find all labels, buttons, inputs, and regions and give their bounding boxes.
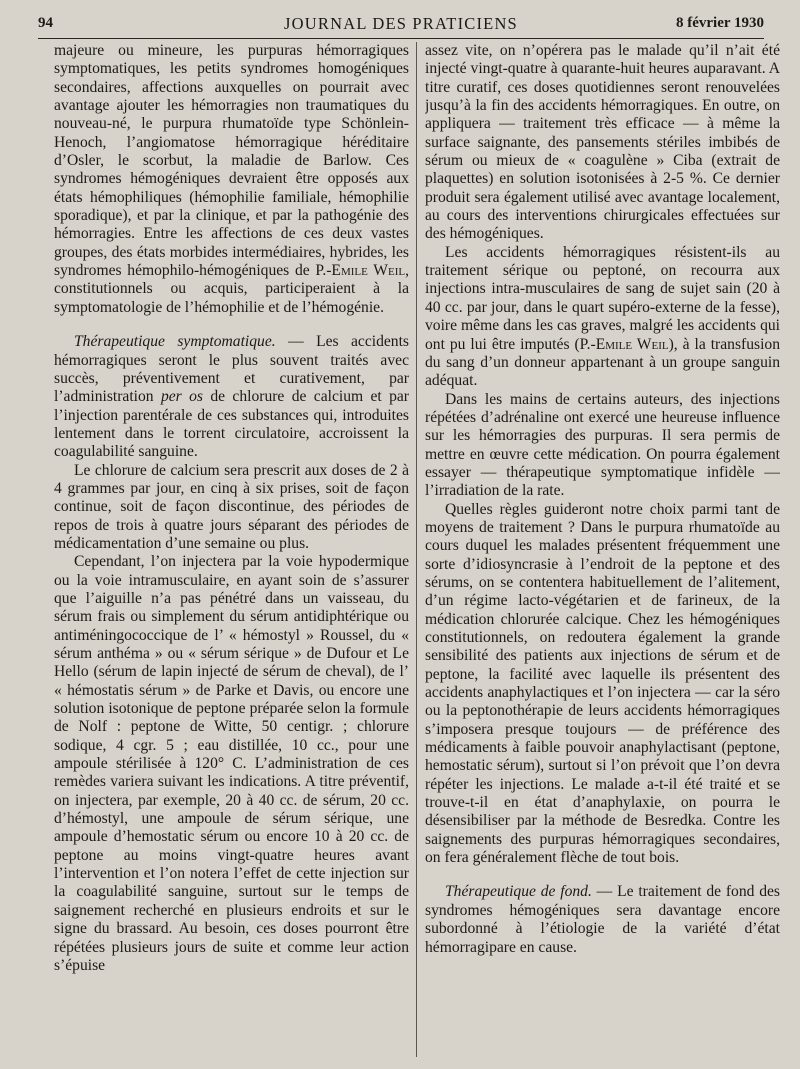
right-column bbox=[425, 42, 780, 1062]
paragraph: assez vite, on n’opérera pas le malade qu’il n’ait été injecté vingt-quatre à quarante-huit heures auparavant. A titre curatif, ces doses quotidiennes seront renouvelées jusqu’à la fin des accidents hémorragiques. En outre, on appliquera — traitement très efficace — à même la surface saignante, des pansements stériles imbibés de sérum ou mieux de « coagulène » Ciba (extrait de plaquettes) en solution isotonisées à 2-5 %. Ce dernier produit sera également utilisé avec avantage localement, au cours des interventions chirurgicales effectuées sur des hémogéniques. bbox=[425, 42, 780, 243]
paragraph-text: majeure ou mineure, les purpuras hémorragiques symptomatiques, les petits syndromes homogéniques secondaires, affections auxquelles on pourrait avec avantage ajouter les hémorragies non traumatiques du nouveau-né, le purpura rhumatoïde type Schönlein-Henoch, l’angiomatose hémorragique héréditaire d’Osler, le scorbut, la maladie de Barlow. Ces syndromes hémogéniques devraient être opposés aux états hémophiliques (hémophilie familiale, hémophilie sporadique), et par la clinique, et par la pathogénie des hémorragies. Entre les affections de ces deux vastes groupes, des états morbides intermédiaires, hybrides, les syndromes hémophilo-hémogéniques de bbox=[54, 42, 409, 280]
paragraph: Dans les mains de certains auteurs, des injections répétées d’adrénaline ont exercé une heureuse influence sur les hémorragies des purpuras. Il sera permis de mettre en œuvre cette médication. On pourra également essayer — thérapeutique symptomatique infidèle — l’irradiation de la rate. bbox=[425, 390, 780, 500]
left-column bbox=[54, 42, 409, 1062]
paragraph: Cependant, l’on injectera par la voie hypodermique ou la voie intramusculaire, en ayant soin de s’assurer que l’aiguille n’a pas pénétré dans un vaisseau, du sérum frais ou simplement du sérum antidiphtérique ou antiméningococcique de l’ « hémostyl » Roussel, du « sérum anthéma » ou « sérum sérique » de Dufour et Le Hello (sérum de lapin injecté de sérum de cheval), de l’ « hémostatis sérum » de Parke et Davis, ou encore une solution isotonique de peptone préparée selon la formule de Nolf : peptone de Witte, 50 centigr. ; chlorure sodique, 4 cgr. 5 ; eau distillée, 10 cc., pour une ampoule stérilisée à 120° C. L’administration de ces remèdes variera suivant les indications. A titre préventif, on injectera, par exemple, 20 à 40 cc. de sérum, 20 cc. d’hémostyl, une ampoule de sérum sérique, une ampoule d’hemostatic sérum ou encore 10 à 20 cc. de peptone au moins vingt-quatre heures avant l’intervention et l’on notera l’effet de cette injection sur la coagulabilité sanguine, surtout sur le temps de saignement recherché en plusieurs endroits et sur le signe du brassard. Au besoin, ces doses pourront être répétées plusieurs jours de suite et comme leur action s’épuise bbox=[54, 553, 409, 974]
paragraph bbox=[425, 244, 780, 391]
paragraph: Le chlorure de calcium sera prescrit aux doses de 2 à 4 grammes par jour, en cinq à six prises, soit de façon continue, soit de façon discontinue, des périodes de repos de trois à quatre jours séparant des périodes de médicamentation d’une semaine ou plus. bbox=[54, 461, 409, 552]
section-heading: Thérapeutique symptomatique. bbox=[74, 333, 276, 351]
author-name: P.-Emile Weil bbox=[579, 335, 669, 353]
paragraph-text: ), à la transfusion du sang d’un donneur appartenant à un groupe sanguin adéquat. bbox=[425, 335, 780, 390]
paragraph bbox=[54, 333, 409, 461]
column-divider bbox=[416, 42, 417, 1057]
paragraph-text: Les accidents hémorragiques résistent-ils au traitement sérique ou peptoné, on recourra aux injections intra-musculaires de sang de sujet sain (20 à 40 cc. par jour, dans le quart supéro-externe de la fesse), voire même dans les cas graves, malgré les accidents qui ont pu lui être imputés ( bbox=[425, 243, 780, 353]
latin-term: per os bbox=[160, 388, 203, 406]
section-heading: Thérapeutique de fond. bbox=[445, 883, 592, 901]
paragraph bbox=[54, 42, 409, 317]
paragraph bbox=[425, 883, 780, 956]
paragraph-text: de chlorure de calcium et par l’injection parentérale de ces substances qui, introduites lentement dans le torrent circulatoire, accroissent la coagulabilité sanguine. bbox=[54, 388, 409, 461]
issue-date: 8 février 1930 bbox=[675, 15, 764, 31]
journal-title: JOURNAL DES PRATICIENS bbox=[284, 14, 518, 33]
header-rule bbox=[38, 38, 764, 39]
page-header bbox=[38, 12, 764, 36]
page-number: 94 bbox=[38, 15, 53, 31]
paragraph-text: — Le traitement de fond des syndromes hémogéniques sera davantage encore subordonné à l’étiologie de la variété d’état hémorragipare en cause. bbox=[425, 883, 780, 956]
paragraph-text: , constitutionnels ou acquis, participeraient à la symptomatologie de l’hémophilie et de l’hémogénie. bbox=[54, 262, 409, 316]
paragraph-text: — Les accidents hémorragiques seront le plus souvent traités avec succès, préventivement et curativement, par l’administration bbox=[54, 333, 409, 406]
author-name: P.-Emile Weil bbox=[315, 262, 406, 280]
paragraph: Quelles règles guideront notre choix parmi tant de moyens de traitement ? Dans le purpura rhumatoïde au cours duquel les malades présentent fréquemment une sorte d’idiosyncrasie à l’endroit de la peptone et des sérums, on se contentera habituellement de l’alitement, d’un régime lacto-végétarien et de farineux, de la médication chlorurée calcique. Chez les hémogéniques constitutionnels, on redoutera également la grande sensibilité des patients aux injections de sérum et de peptone, la facilité avec laquelle ils présentent des accidents anaphylactiques et l’on injectera — car la séro ou la peptonothérapie de leurs accidents hémorragiques s’imposera presque toujours — de préférence des médicaments à faible pouvoir anaphylactisant (peptone, hemostatic sérum), surtout si l’on prévoit que l’on devra répéter les injections. Le malade a-t-il été traité et se trouve-t-il en état d’anaphylaxie, on pourra le désensibiliser par la méthode de Besredka. Contre les saignements des purpuras hémorragiques secondaires, on fera généralement flèche de tout bois. bbox=[425, 500, 780, 867]
